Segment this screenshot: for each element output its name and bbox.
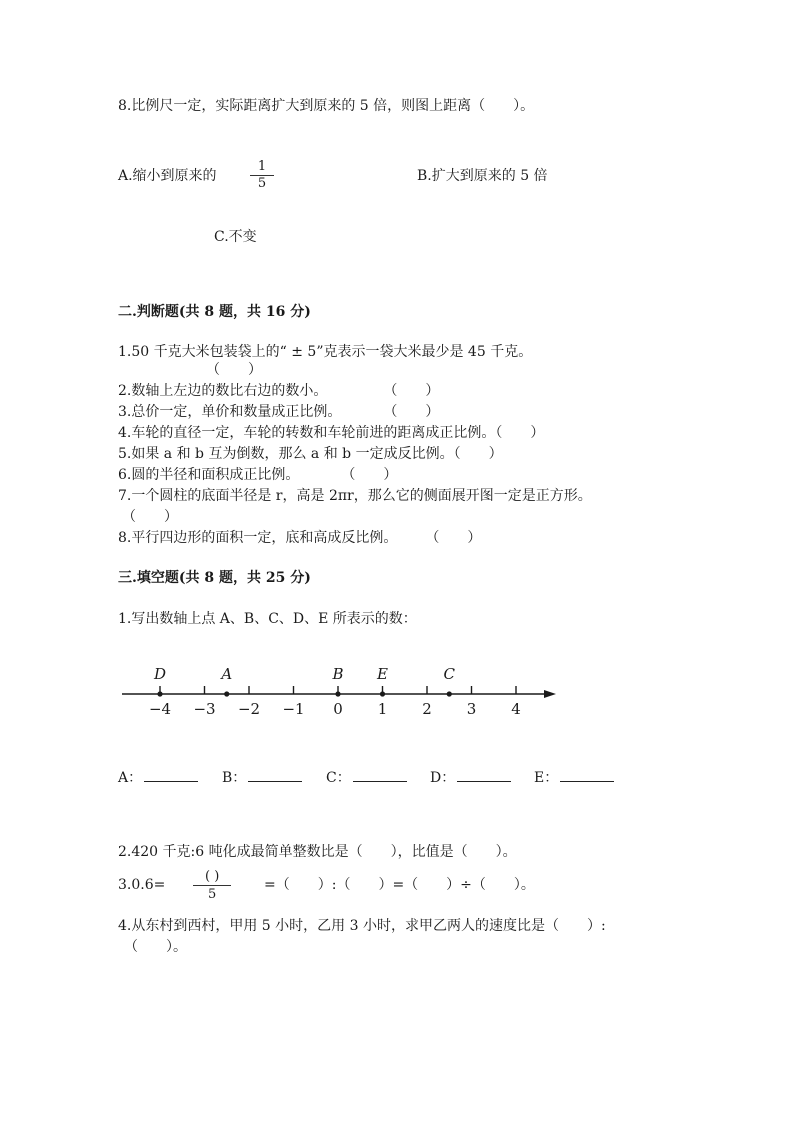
option-a-fraction-numerator: 1	[250, 160, 274, 176]
number-line-tick-label: −4	[148, 700, 172, 718]
question-8-stem: 8.比例尺一定，实际距离扩大到原来的 5 倍，则图上距离（ ）。	[118, 98, 535, 114]
option-a-fraction	[250, 160, 274, 191]
section-3-title: 三.填空题(共 8 题，共 25 分)	[118, 570, 311, 586]
answer-a	[118, 767, 198, 787]
tf-question-7-line1: 7.一个圆柱的底面半径是 r，高是 2πr，那么它的侧面展开图一定是正方形。	[118, 488, 592, 504]
answer-d-blank[interactable]	[457, 767, 511, 782]
fill-question-3-prefix: 3.0.6=	[118, 877, 166, 893]
number-line-point-label-c: C	[443, 665, 455, 683]
tf-question-2: 2.数轴上左边的数比右边的数小。 （ ）	[118, 383, 440, 399]
tf-question-5: 5.如果 a 和 b 互为倒数，那么 a 和 b 一定成反比例。（ ）	[118, 446, 503, 462]
number-line-tick-label: −2	[237, 700, 261, 718]
number-line-point-label-b: B	[332, 665, 344, 683]
fill-question-4-line2: （ ）。	[124, 939, 187, 955]
number-line-tick-label: 1	[377, 700, 388, 718]
number-line-point-d	[157, 691, 162, 696]
number-line-point-c	[447, 691, 452, 696]
answer-c	[326, 767, 407, 787]
number-line-tick-label: 3	[466, 700, 477, 718]
answer-d	[430, 767, 511, 787]
number-line-tick-label: 4	[511, 700, 521, 718]
option-a-text: A.缩小到原来的	[118, 168, 217, 184]
answer-e-label: E：	[534, 770, 559, 786]
tf-question-1-line1: 1.50 千克大米包装袋上的“ ± 5”克表示一袋大米最少是 45 千克。	[118, 344, 533, 360]
answer-d-label: D：	[430, 770, 456, 786]
answer-b	[222, 767, 302, 787]
tf-question-1-answer-paren: （ ）	[206, 362, 262, 378]
section-2-title: 二.判断题(共 8 题，共 16 分)	[118, 304, 311, 320]
number-line-point-e	[380, 691, 385, 696]
answer-a-blank[interactable]	[144, 767, 198, 782]
answer-a-label: A：	[118, 770, 143, 786]
fill-question-1-stem: 1.写出数轴上点 A、B、C、D、E 所表示的数：	[118, 611, 417, 627]
fill-question-2: 2.420 千克:6 吨化成最简单整数比是（ ），比值是（ ）。	[118, 844, 517, 860]
answer-e	[534, 767, 614, 787]
tf-question-4: 4.车轮的直径一定，车轮的转数和车轮前进的距离成正比例。（ ）	[118, 425, 545, 441]
option-a-fraction-denominator: 5	[257, 176, 267, 191]
number-line-tick-label: 0	[333, 700, 343, 718]
fill-question-4-line1: 4.从东村到西村，甲用 5 小时，乙用 3 小时，求甲乙两人的速度比是（ ）:	[118, 918, 606, 934]
answer-c-label: C：	[326, 770, 351, 786]
tf-question-3: 3.总价一定，单价和数量成正比例。 （ ）	[118, 404, 440, 420]
answer-b-label: B：	[222, 770, 247, 786]
number-line-point-a	[224, 691, 229, 696]
answer-c-blank[interactable]	[353, 767, 407, 782]
number-line-tick-label: −1	[282, 700, 305, 718]
fill-question-3-numerator: ( )	[193, 870, 231, 886]
number-line-tick-label: 2	[422, 700, 432, 718]
tf-question-8: 8.平行四边形的面积一定，底和高成反比例。 （ ）	[118, 530, 482, 546]
option-b: B.扩大到原来的 5 倍	[417, 168, 548, 184]
answer-e-blank[interactable]	[560, 767, 614, 782]
number-line-point-label-e: E	[377, 665, 388, 683]
number-line-arrow	[544, 690, 556, 698]
fill-question-3-fraction	[193, 870, 231, 902]
number-line-point-label-d: D	[153, 665, 167, 683]
option-c: C.不变	[214, 229, 257, 245]
number-line-tick-label: −3	[193, 700, 216, 718]
number-line	[110, 660, 570, 726]
fill-question-3-suffix: =（ ）:（ ）=（ ）÷（ ）。	[264, 877, 535, 893]
answer-b-blank[interactable]	[248, 767, 302, 782]
tf-question-6: 6.圆的半径和面积成正比例。 （ ）	[118, 467, 398, 483]
number-line-point-label-a: A	[221, 665, 233, 683]
tf-question-7-answer-paren: （ ）	[122, 509, 178, 525]
number-line-point-b	[335, 691, 340, 696]
fill-question-3-denominator: 5	[208, 887, 217, 902]
